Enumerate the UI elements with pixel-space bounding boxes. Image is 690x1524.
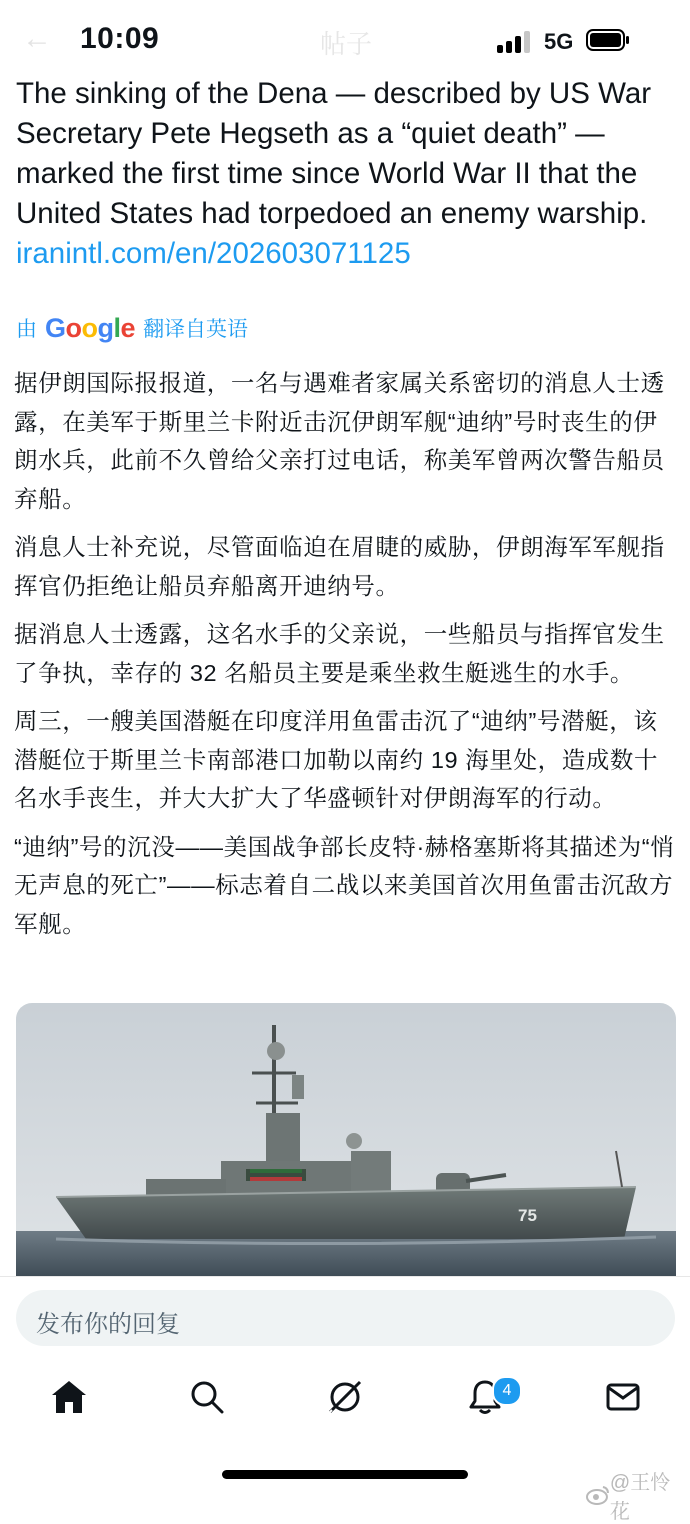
watermark-text: @王怜花 xyxy=(609,1472,671,1523)
tweet-body: The sinking of the Dena — described by US War Secretary Pete Hegseth as a “quiet death” — marked the first time since World War II that the United States had torpedoed an enemy warship. xyxy=(16,77,652,230)
warship-photo xyxy=(16,1003,676,1276)
clock: 10:09 xyxy=(80,22,160,55)
divider xyxy=(0,1276,690,1277)
google-logo: Google xyxy=(45,312,136,343)
search-icon xyxy=(190,1380,224,1414)
translated-paragraph: 周三，一艘美国潜艇在印度洋用鱼雷击沉了“迪纳”号潜艇，该潜艇位于斯里兰卡南部港口加勒以南约 19 海里处，造成数十名水手丧生，并大大扩大了华盛顿针对伊朗海军的行动。 xyxy=(14,708,659,811)
weibo-logo-icon xyxy=(586,1485,610,1505)
home-icon xyxy=(51,1380,87,1414)
tweet-text xyxy=(16,74,676,274)
back-arrow-icon[interactable]: ← xyxy=(22,22,52,55)
reply-input[interactable] xyxy=(16,1290,675,1346)
network-type: 5G xyxy=(544,29,574,54)
translated-text xyxy=(14,364,676,953)
notification-badge: 4 xyxy=(492,1376,522,1406)
translation-attribution[interactable] xyxy=(16,311,248,345)
signal-icon xyxy=(497,31,535,53)
nav-messages[interactable] xyxy=(588,1362,658,1432)
page-title: 帖子 xyxy=(320,29,373,59)
tweet-image[interactable] xyxy=(16,1003,676,1276)
tweet-link[interactable]: iranintl.com/en/202603071125 xyxy=(16,237,411,270)
home-indicator[interactable] xyxy=(222,1470,468,1479)
translated-paragraph: 据伊朗国际报报道，一名与遇难者家属关系密切的消息人士透露，在美军于斯里兰卡附近击沉伊朗军舰“迪纳”号时丧生的伊朗水兵，此前不久曾给父亲打过电话，称美军曾两次警告船员弃船。 xyxy=(14,370,665,512)
status-bar xyxy=(0,0,690,80)
grok-icon xyxy=(326,1378,364,1416)
hull-number: 75 xyxy=(518,1206,537,1225)
bottom-nav xyxy=(0,1362,690,1442)
nav-search[interactable] xyxy=(172,1362,242,1432)
reply-placeholder: 发布你的回复 xyxy=(36,1311,180,1338)
nav-grok[interactable] xyxy=(310,1362,380,1432)
translation-suffix: 翻译自英语 xyxy=(143,318,249,341)
translation-prefix: 由 xyxy=(16,318,37,341)
messages-icon xyxy=(606,1383,640,1411)
nav-home[interactable] xyxy=(34,1362,104,1432)
translated-paragraph: 据消息人士透露，这名水手的父亲说，一些船员与指挥官发生了争执，幸存的 32 名船员主要是乘坐救生艇逃生的水手。 xyxy=(14,621,665,686)
translated-paragraph: 消息人士补充说，尽管面临迫在眉睫的威胁，伊朗海军军舰指挥官仍拒绝让船员弃船离开迪纳号。 xyxy=(14,534,665,599)
battery-icon xyxy=(586,29,630,51)
watermark xyxy=(586,1466,690,1524)
translated-paragraph: “迪纳”号的沉没——美国战争部长皮特·赫格塞斯将其描述为“悄无声息的死亡”——标志着自二战以来美国首次用鱼雷击沉敌方军舰。 xyxy=(14,833,675,937)
